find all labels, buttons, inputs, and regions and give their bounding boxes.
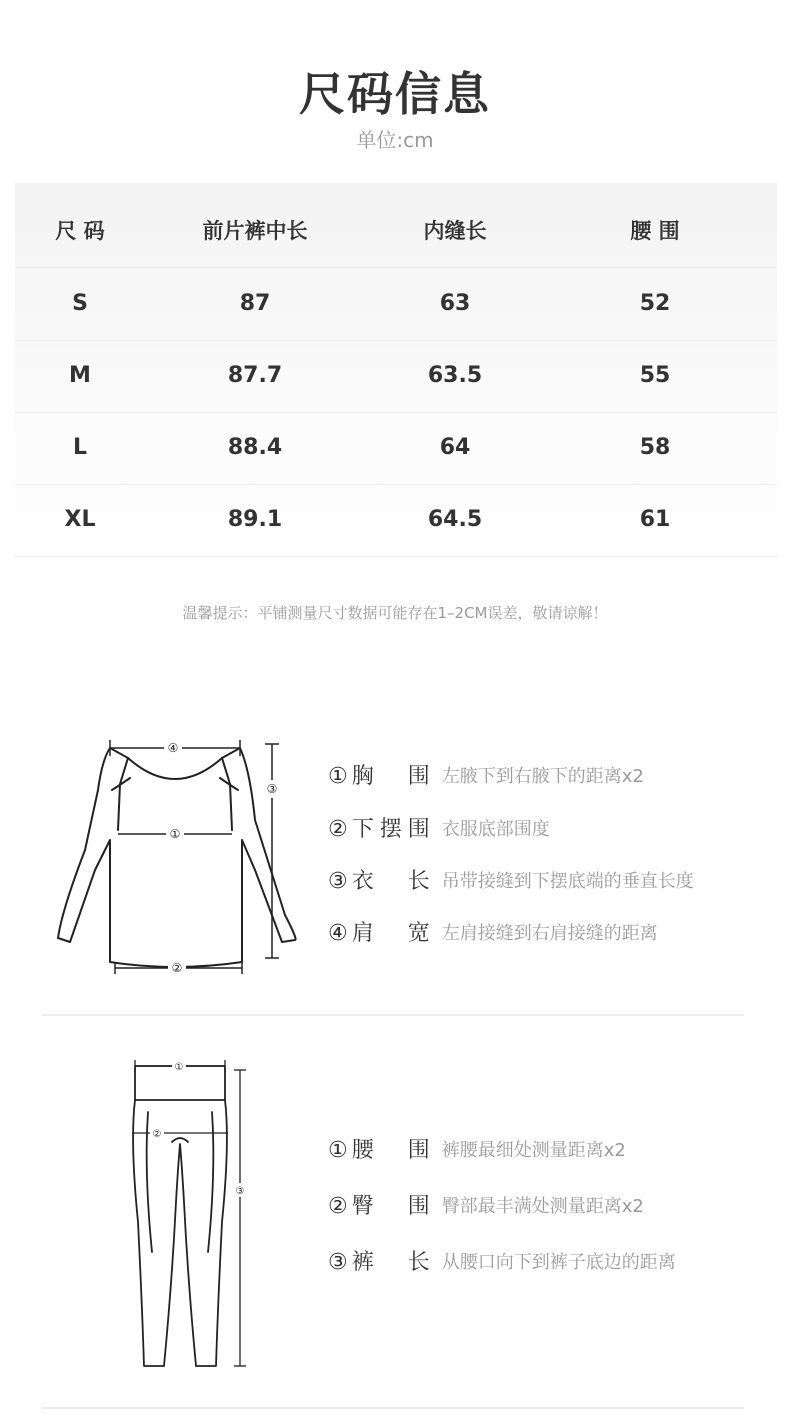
legend-name: 衣长 — [351, 869, 430, 894]
table-cell: 63 — [439, 291, 471, 316]
legend-number: ② — [328, 817, 348, 842]
legend-number: ③ — [328, 869, 348, 894]
legend-item — [328, 762, 644, 792]
unit-label: 单位:cm — [356, 128, 434, 152]
table-cell: XL — [64, 507, 96, 532]
marker-pants-length: ③ — [235, 1186, 245, 1197]
page-title: 尺码信息 — [299, 67, 491, 121]
table-cell: 58 — [639, 435, 671, 460]
legend-item — [328, 867, 694, 897]
legend-number: ④ — [328, 921, 348, 946]
table-cell: M — [69, 363, 91, 388]
legend-item — [328, 919, 658, 949]
legend-item — [328, 1136, 626, 1166]
table-cell: 63.5 — [427, 363, 483, 388]
marker-hem: ② — [171, 961, 183, 975]
size-table — [15, 183, 777, 575]
table-cell: 87 — [239, 291, 271, 316]
table-cell: 64 — [439, 435, 471, 460]
column-header-front-length: 前片裤中长 — [202, 219, 308, 243]
marker-shoulder: ④ — [167, 741, 179, 755]
legend-name: 裤长 — [351, 1250, 430, 1275]
legend-item — [328, 1192, 644, 1222]
measurement-tip: 温馨提示：平铺测量尺寸数据可能存在1–2CM误差，敬请谅解！ — [182, 604, 608, 622]
marker-chest: ① — [169, 827, 181, 841]
legend-number: ② — [328, 1194, 348, 1219]
column-header-waist: 腰 围 — [630, 219, 680, 243]
column-header-inseam: 内缝长 — [423, 219, 487, 243]
table-cell: 61 — [639, 507, 671, 532]
legend-desc: 臀部最丰满处测量距离x2 — [441, 1196, 644, 1217]
legend-name: 下摆围 — [351, 817, 430, 842]
legend-desc: 左腋下到右腋下的距离x2 — [441, 766, 644, 787]
table-cell: 89.1 — [227, 507, 283, 532]
legend-number: ① — [328, 764, 348, 789]
legend-number: ③ — [328, 1250, 348, 1275]
top-measurement-diagram — [50, 730, 300, 990]
table-cell: 88.4 — [227, 435, 283, 460]
table-cell: 87.7 — [227, 363, 283, 388]
marker-hip: ② — [152, 1129, 162, 1140]
column-header-size: 尺 码 — [55, 219, 105, 243]
table-cell: 64.5 — [427, 507, 483, 532]
legend-name: 肩宽 — [351, 921, 430, 946]
section-divider — [42, 1407, 744, 1409]
marker-waist: ① — [174, 1062, 184, 1073]
legend-desc: 裤腰最细处测量距离x2 — [441, 1140, 626, 1161]
table-row — [15, 340, 777, 413]
legend-desc: 衣服底部围度 — [441, 819, 550, 840]
table-header-row — [15, 195, 777, 268]
legend-name: 胸围 — [351, 764, 430, 789]
legend-desc: 左肩接缝到右肩接缝的距离 — [441, 923, 658, 944]
legend-desc: 从腰口向下到裤子底边的距离 — [441, 1252, 676, 1273]
legend-number: ① — [328, 1138, 348, 1163]
section-divider — [42, 1014, 744, 1016]
legend-name: 臀围 — [351, 1194, 430, 1219]
table-cell: S — [72, 291, 88, 316]
marker-length: ③ — [266, 782, 278, 796]
legend-item — [328, 1248, 676, 1278]
table-row — [15, 412, 777, 485]
legend-desc: 吊带接缝到下摆底端的垂直长度 — [441, 871, 694, 892]
table-cell: 55 — [639, 363, 671, 388]
table-cell: L — [72, 435, 88, 460]
legend-name: 腰围 — [351, 1138, 430, 1163]
legend-item — [328, 815, 550, 845]
table-row — [15, 484, 777, 557]
table-row — [15, 268, 777, 341]
table-cell: 52 — [639, 291, 671, 316]
pants-measurement-diagram — [120, 1052, 260, 1376]
